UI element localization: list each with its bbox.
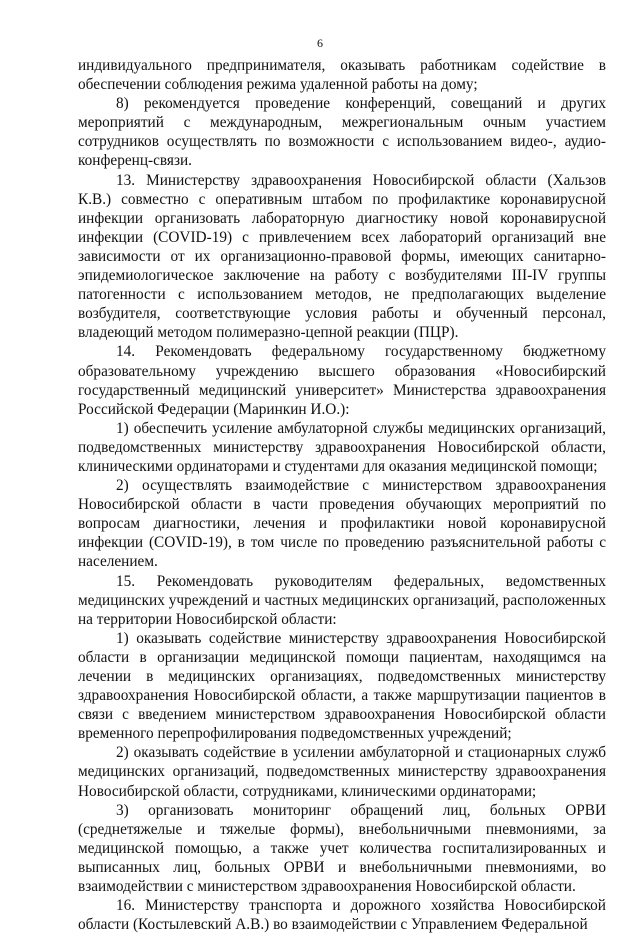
paragraph-clause-15-item-1: 1) оказывать содействие министерству здравоохранения Новосибирской области в организации медицинской помощи пациентам, находящимся на лечении в медицинских организациях, подведомственных министерству здравоохранения Новосибирской области, а также маршрутизации пациентов в связи с введением министерством здравоохранения Новосибирской области временного перепрофилирования подведомственных учреждений; [78, 629, 606, 743]
paragraph-clause-13: 13. Министерству здравоохранения Новосибирской области (Хальзов К.В.) совместно с оперативным штабом по профилактике коронавирусной инфекции организовать лабораторную диагностику новой коронавирусной инфекции (COVID-19) с привлечением всех лабораторий организаций вне зависимости от их организационно-правовой формы, имеющих санитарно-эпидемиологическое заключение на работу с возбудителями III-IV группы патогенности с использованием методов, не предполагающих выделение возбудителя, соответствующие условия работы и обученный персонал, владеющий методом полимеразно-цепной реакции (ПЦР). [78, 171, 606, 342]
paragraph-item-8: 8) рекомендуется проведение конференций, совещаний и других мероприятий с международным, межрегиональным очным участием сотрудников осуществлять по возможности с использованием видео-, аудио-конференц-связи. [78, 95, 606, 170]
page-number: 6 [317, 36, 323, 50]
document-body [78, 56, 606, 934]
paragraph-clause-15-item-2: 2) оказывать содействие в усилении амбулаторной и стационарных служб медицинских организаций, подведомственных министерству здравоохранения Новосибирской области, сотрудниками, клиническими ординаторами; [78, 744, 606, 800]
paragraph-clause-15: 15. Рекомендовать руководителям федеральных, ведомственных медицинских учреждений и частных медицинских организаций, расположенных на территории Новосибирской области: [78, 572, 606, 628]
paragraph-clause-14-item-1: 1) обеспечить усиление амбулаторной службы медицинских организаций, подведомственных министерству здравоохранения Новосибирской области, клиническими ординаторами и студентами для оказания медицинской помощи; [78, 419, 606, 475]
paragraph-clause-15-item-3: 3) организовать мониторинг обращений лиц, больных ОРВИ (среднетяжелые и тяжелые формы), внебольничными пневмониями, за медицинской помощью, а также учет количества госпитализированных и выписанных лиц, больных ОРВИ и внебольничными пневмониями, во взаимодействии с министерством здравоохранения Новосибирской области. [78, 801, 606, 896]
paragraph-clause-14-item-2: 2) осуществлять взаимодействие с министерством здравоохранения Новосибирской области в части проведения обучающих мероприятий по вопросам диагностики, лечения и профилактики новой коронавирусной инфекции (COVID-19), в том числе по проведению разъяснительной работы с населением. [78, 477, 606, 571]
paragraph-clause-14: 14. Рекомендовать федеральному государственному бюджетному образовательному учреждению высшего образования «Новосибирский государственный медицинский университет» Министерства здравоохранения Российской Федерации (Маринкин И.О.): [78, 343, 606, 418]
paragraph-continuation: индивидуального предпринимателя, оказывать работникам содействие в обеспечении соблюдения режима удаленной работы на дому; [78, 57, 606, 94]
paragraph-clause-16: 16. Министерству транспорта и дорожного хозяйства Новосибирской области (Костылевский А.В.) во взаимодействии с Управлением Федеральной [78, 897, 606, 934]
